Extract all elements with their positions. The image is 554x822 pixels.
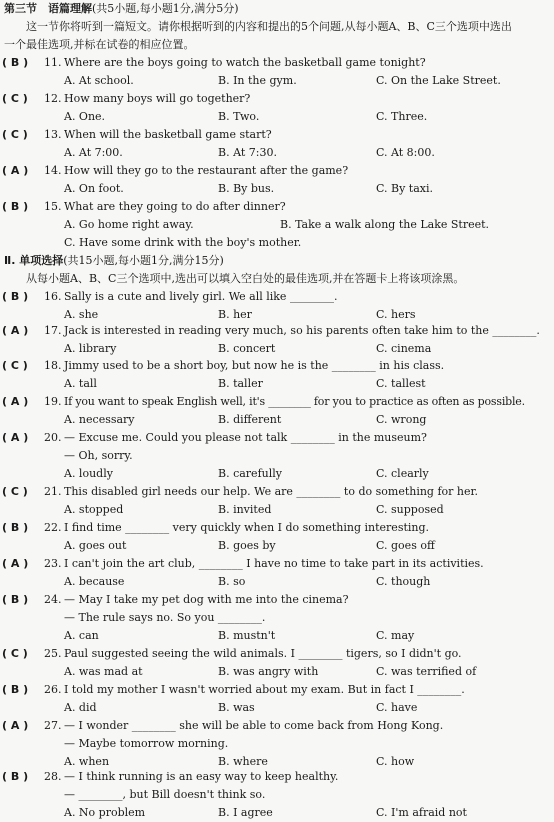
question-number: 26. (44, 683, 62, 696)
question-number: 19. (44, 395, 62, 408)
question-21 (2, 483, 552, 519)
option-a: A. because (64, 575, 125, 588)
question-stem: How many boys will go together? (64, 92, 251, 105)
option-b: B. I agree (218, 806, 273, 819)
option-a: A. did (64, 701, 97, 714)
option-c: C. tallest (376, 377, 426, 390)
option-c: C. By taxi. (376, 182, 434, 195)
answer-mark: ( B ) (2, 593, 29, 606)
question-stem: What are they going to do after dinner? (64, 200, 286, 213)
answer-mark: ( A ) (2, 324, 29, 337)
question-stem: — I think running is an easy way to keep healthy. (64, 770, 339, 783)
question-number: 18. (44, 359, 62, 372)
option-a: A. she (64, 308, 99, 321)
question-stem: This disabled girl needs our help. We are ________ to do something for her. (64, 485, 479, 498)
option-c: C. At 8:00. (376, 146, 435, 159)
answer-mark: ( C ) (2, 128, 28, 141)
question-number: 14. (44, 164, 62, 177)
question-stem: Sally is a cute and lively girl. We all like ________. (64, 290, 338, 303)
option-a: A. On foot. (64, 182, 124, 195)
question-stem: I told my mother I wasn't worried about my exam. But in fact I ________. (64, 683, 465, 696)
question-18 (2, 357, 552, 393)
option-c: C. though (376, 575, 431, 588)
question-27 (2, 717, 552, 771)
question-stem: — I wonder ________ she will be able to come back from Hong Kong. (64, 719, 444, 732)
section3-title: 第三节 语篇理解(共5小题,每小题1分,满分5分) (4, 2, 239, 15)
option-b: B. goes by (218, 539, 276, 552)
question-stem: Paul suggested seeing the wild animals. I ________ tigers, so I didn't go. (64, 647, 462, 660)
option-a: A. stopped (64, 503, 124, 516)
answer-mark: ( C ) (2, 92, 28, 105)
answer-mark: ( B ) (2, 521, 29, 534)
question-number: 24. (44, 593, 62, 606)
option-c: C. supposed (376, 503, 444, 516)
section3-instruction-line1: 这一节你将听到一篇短文。请你根据听到的内容和提出的5个问题,从每小题A、B、C三个选项中选出 (26, 20, 512, 33)
option-a: A. library (64, 342, 117, 355)
question-stem: Jack is interested in reading very much, so his parents often take him to the ________. (64, 324, 540, 337)
option-c: C. have (376, 701, 418, 714)
option-b: B. Two. (218, 110, 260, 123)
question-number: 17. (44, 324, 62, 337)
question-stem: If you want to speak English well, it's ________ for you to practice as often as possible. (64, 395, 525, 408)
question-20 (2, 429, 552, 483)
question-number: 21. (44, 485, 62, 498)
option-a: A. One. (64, 110, 106, 123)
answer-mark: ( A ) (2, 719, 29, 732)
option-b: B. At 7:30. (218, 146, 277, 159)
option-c: C. Three. (376, 110, 428, 123)
option-b: B. carefully (218, 467, 282, 480)
option-b: B. so (218, 575, 246, 588)
answer-mark: ( C ) (2, 647, 28, 660)
question-stem-line2: — Maybe tomorrow morning. (64, 737, 229, 750)
question-15 (2, 198, 552, 252)
question-stem-line2: — The rule says no. So you ________. (64, 611, 266, 624)
answer-mark: ( C ) (2, 485, 28, 498)
option-a: A. was mad at (64, 665, 143, 678)
question-24 (2, 591, 552, 645)
answer-mark: ( B ) (2, 770, 29, 783)
question-25 (2, 645, 552, 681)
option-a: A. tall (64, 377, 97, 390)
option-a: A. when (64, 755, 110, 768)
question-stem: Where are the boys going to watch the basketball game tonight? (64, 56, 426, 69)
question-number: 28. (44, 770, 62, 783)
option-c: C. cinema (376, 342, 432, 355)
answer-mark: ( A ) (2, 431, 29, 444)
option-a: A. Go home right away. (64, 218, 194, 231)
question-14 (2, 162, 552, 198)
option-b: B. different (218, 413, 282, 426)
question-28 (2, 768, 552, 822)
option-c: C. was terrified of (376, 665, 477, 678)
question-number: 16. (44, 290, 62, 303)
answer-mark: ( A ) (2, 395, 29, 408)
question-number: 15. (44, 200, 62, 213)
question-stem: How will they go to the restaurant after the game? (64, 164, 349, 177)
option-a: A. necessary (64, 413, 135, 426)
section2-instruction: 从每小题A、B、C三个选项中,选出可以填入空白处的最佳选项,并在答题卡上将该项涂黑。 (26, 272, 465, 285)
answer-mark: ( A ) (2, 164, 29, 177)
option-c: C. how (376, 755, 415, 768)
question-number: 13. (44, 128, 62, 141)
option-b: B. invited (218, 503, 272, 516)
question-stem: I find time ________ very quickly when I do something interesting. (64, 521, 430, 534)
option-c: C. clearly (376, 467, 429, 480)
option-c: C. wrong (376, 413, 427, 426)
option-b: B. By bus. (218, 182, 275, 195)
question-number: 11. (44, 56, 62, 69)
question-stem: I can't join the art club, ________ I have no time to take part in its activities. (64, 557, 484, 570)
option-a: A. No problem (64, 806, 146, 819)
question-stem-line2: — ________, but Bill doesn't think so. (64, 788, 266, 801)
question-number: 23. (44, 557, 62, 570)
answer-mark: ( B ) (2, 290, 29, 303)
answer-mark: ( A ) (2, 557, 29, 570)
question-19 (2, 393, 552, 429)
question-16 (2, 288, 552, 324)
option-a: A. At school. (64, 74, 134, 87)
section3-instruction-line2: 一个最佳选项,并标在试卷的相应位置。 (4, 38, 195, 51)
answer-mark: ( B ) (2, 56, 29, 69)
section2-title: Ⅱ. 单项选择(共15小题,每小题1分,满分15分) (4, 254, 224, 267)
question-stem: — May I take my pet dog with me into the cinema? (64, 593, 349, 606)
question-number: 25. (44, 647, 62, 660)
question-26 (2, 681, 552, 717)
option-b: B. was angry with (218, 665, 319, 678)
question-13 (2, 126, 552, 162)
option-b: B. mustn't (218, 629, 276, 642)
question-stem: When will the basketball game start? (64, 128, 272, 141)
question-stem-line2: — Oh, sorry. (64, 449, 133, 462)
question-22 (2, 519, 552, 555)
option-b: B. where (218, 755, 268, 768)
answer-mark: ( C ) (2, 359, 28, 372)
option-c: C. I'm afraid not (376, 806, 467, 819)
option-b: B. Take a walk along the Lake Street. (280, 218, 490, 231)
answer-mark: ( B ) (2, 200, 29, 213)
question-stem: Jimmy used to be a short boy, but now he is the ________ in his class. (64, 359, 445, 372)
option-a: A. can (64, 629, 99, 642)
question-23 (2, 555, 552, 591)
option-b: B. In the gym. (218, 74, 297, 87)
answer-mark: ( B ) (2, 683, 29, 696)
question-stem: — Excuse me. Could you please not talk ________ in the museum? (64, 431, 427, 444)
option-b: B. taller (218, 377, 263, 390)
option-a: A. At 7:00. (64, 146, 123, 159)
option-b: B. concert (218, 342, 276, 355)
option-a: A. goes out (64, 539, 127, 552)
option-a: A. loudly (64, 467, 113, 480)
option-b: B. her (218, 308, 252, 321)
question-number: 22. (44, 521, 62, 534)
option-c: C. Have some drink with the boy's mother. (64, 236, 302, 249)
question-11 (2, 54, 552, 90)
question-17 (2, 322, 552, 358)
question-12 (2, 90, 552, 126)
option-c: C. may (376, 629, 415, 642)
option-c: C. hers (376, 308, 416, 321)
option-b: B. was (218, 701, 255, 714)
question-number: 27. (44, 719, 62, 732)
question-number: 12. (44, 92, 62, 105)
option-c: C. goes off (376, 539, 435, 552)
option-c: C. On the Lake Street. (376, 74, 501, 87)
question-number: 20. (44, 431, 62, 444)
